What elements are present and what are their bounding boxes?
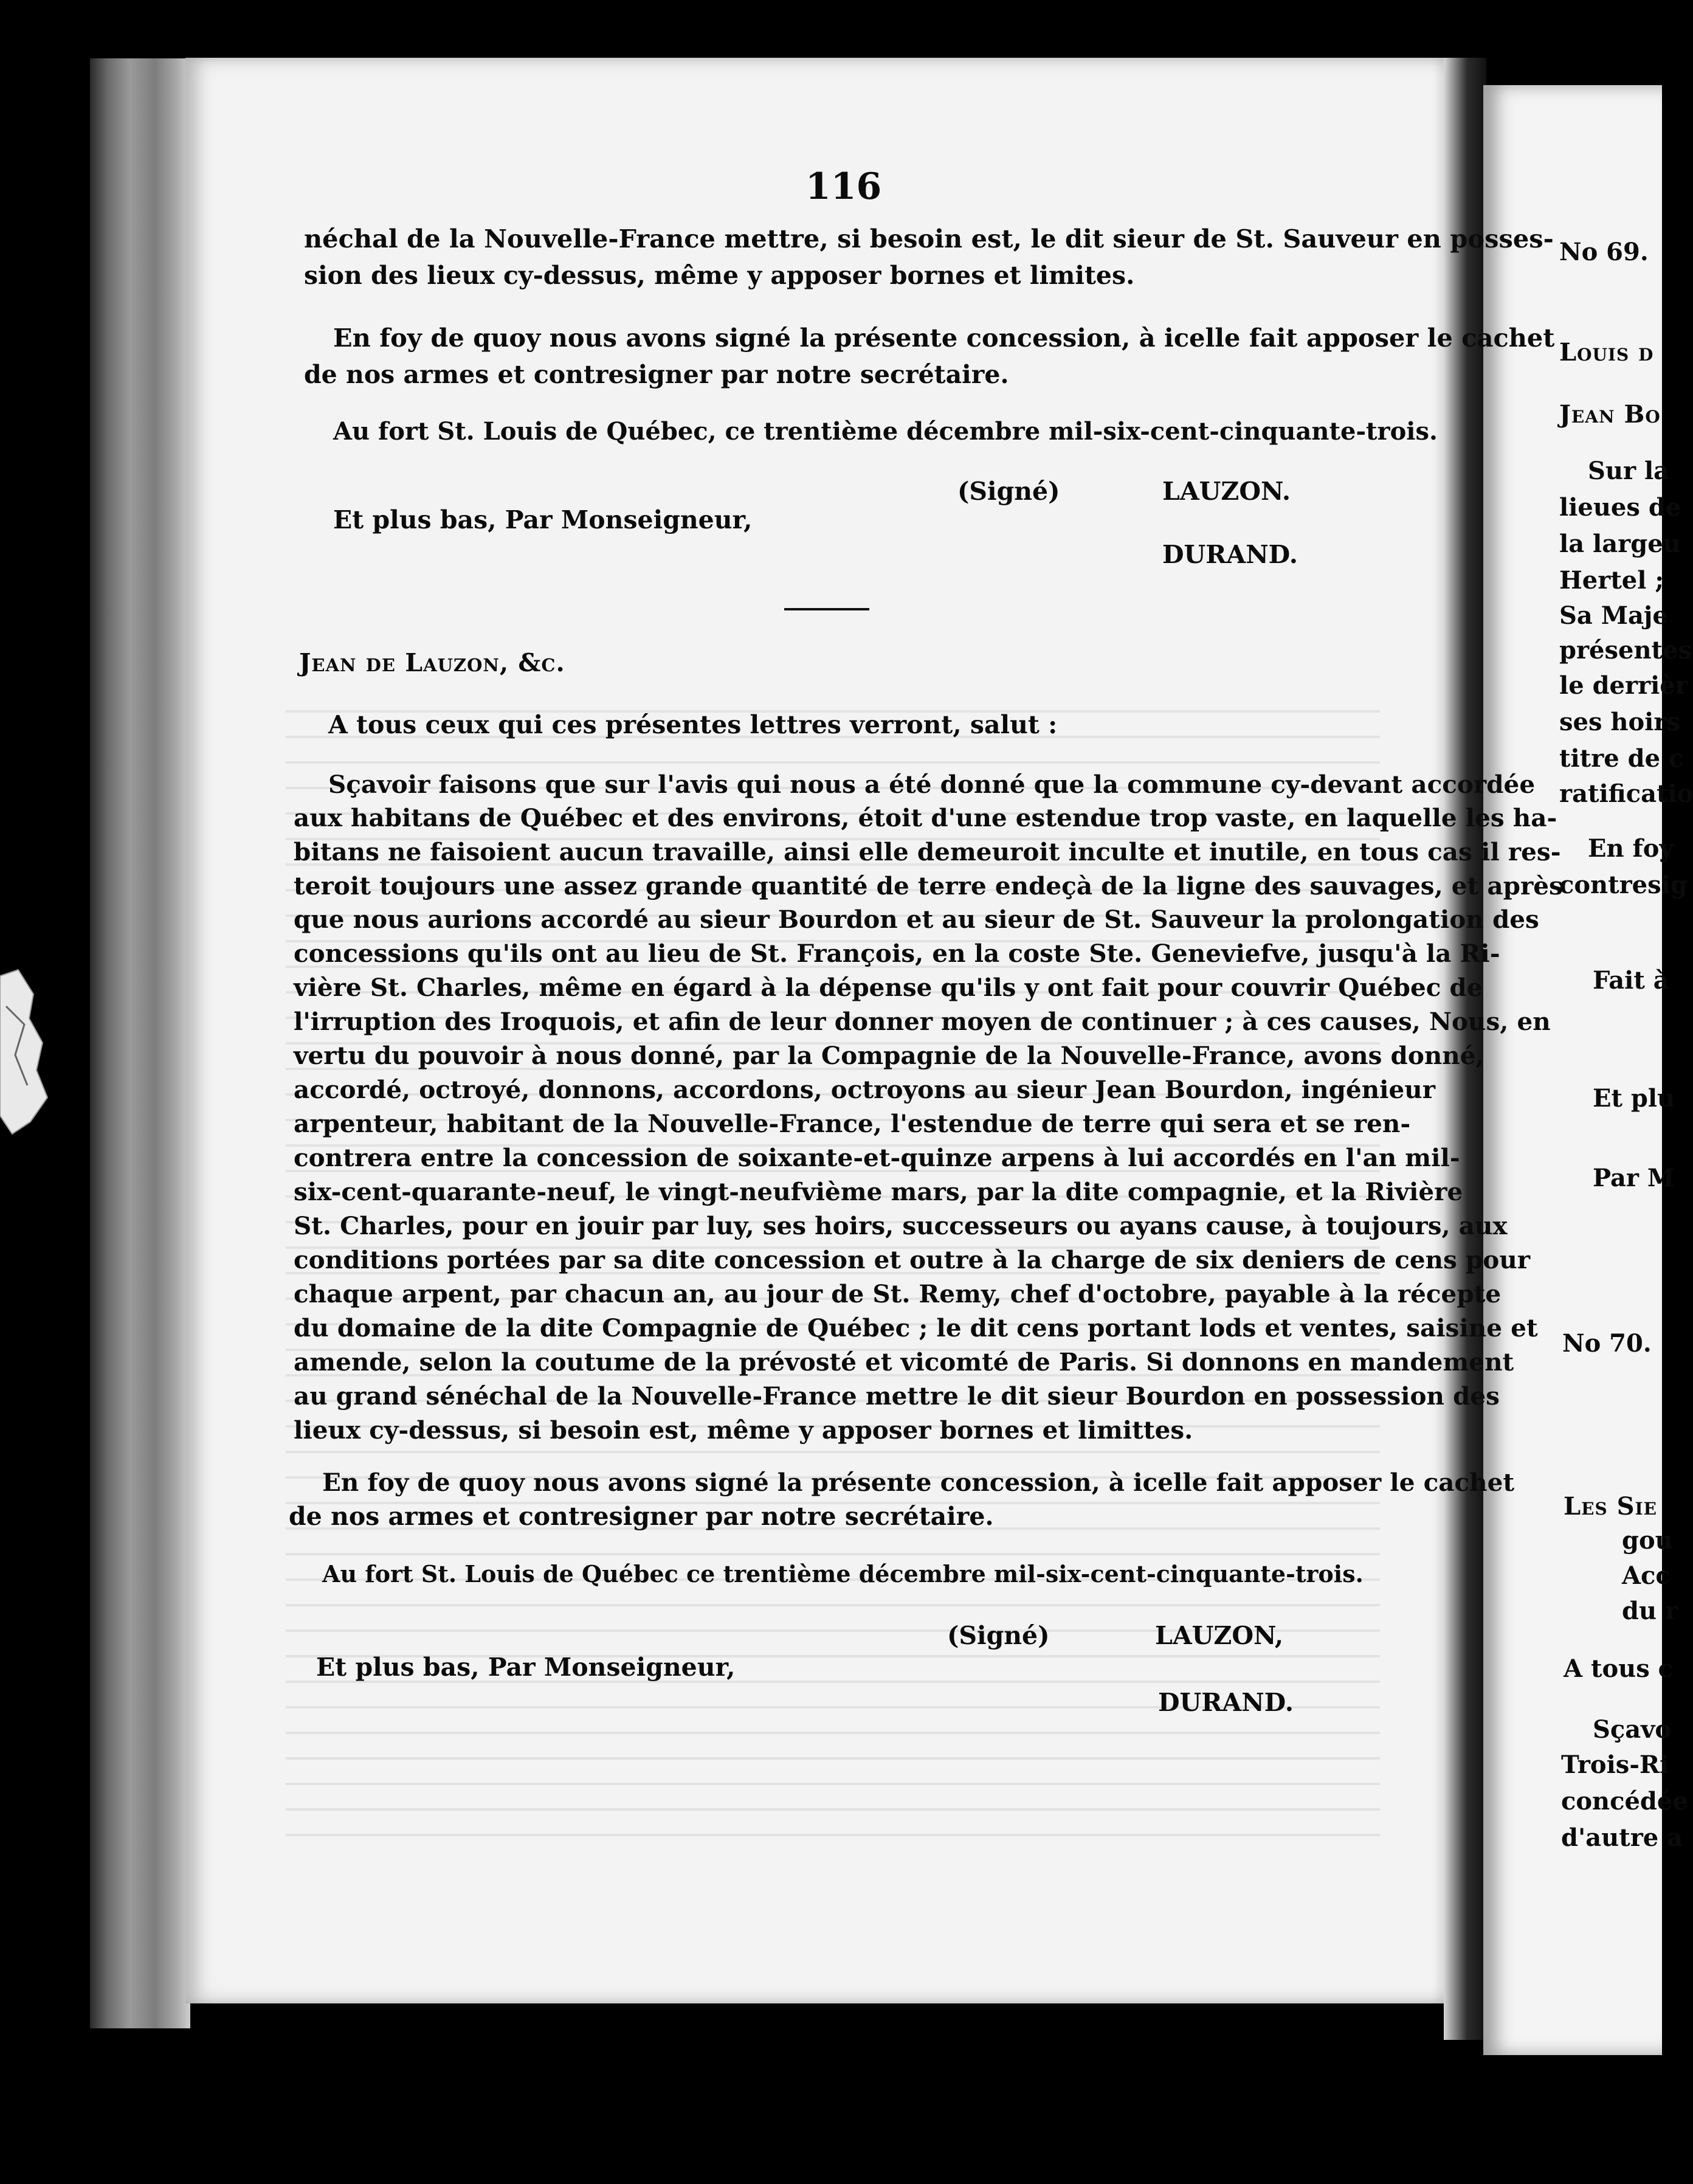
body-line: vière St. Charles, même en égard à la dépense qu'ils y ont fait pour couvrir Québec de <box>294 973 1483 1002</box>
signed-label: (Signé) <box>947 1621 1050 1650</box>
right-text-line: gou <box>1622 1526 1673 1555</box>
body-line: l'irruption des Iroquois, et afin de leur donner moyen de continuer ; à ces causes, Nous, en <box>294 1007 1551 1036</box>
body-line: au grand sénéchal de la Nouvelle-France mettre le dit sieur Bourdon en possession des <box>294 1381 1500 1411</box>
section-separator <box>784 608 869 610</box>
closing-line: Au fort St. Louis de Québec ce trentième décembre mil-six-cent-cinquante-trois. <box>322 1560 1364 1588</box>
torn-paper-scrap <box>0 970 49 1134</box>
right-text-line: concédée <box>1561 1787 1688 1816</box>
right-text-line: lieues de <box>1559 493 1681 522</box>
right-text-line: contresig <box>1559 871 1688 899</box>
right-text-line: Louis d <box>1559 338 1654 367</box>
right-text-line: Acc <box>1622 1561 1671 1590</box>
right-text-line: le derrièr <box>1559 671 1688 700</box>
text-line: sion des lieux cy-dessus, même y apposer bornes et limites. <box>304 261 1135 290</box>
closing-line: En foy de quoy nous avons signé la présente concession, à icelle fait apposer le cachet <box>322 1468 1515 1497</box>
text-line: de nos armes et contresigner par notre secrétaire. <box>304 360 1009 389</box>
right-text-line: Sa Maje <box>1559 601 1668 630</box>
body-line: contrera entre la concession de soixante-et-quinze arpens à lui accordés en l'an mil- <box>294 1143 1460 1172</box>
body-line: bitans ne faisoient aucun travaille, ainsi elle demeuroit inculte et inutile, en tous cas il res- <box>294 837 1561 866</box>
body-line: concessions qu'ils ont au lieu de St. François, en la coste Ste. Geneviefve, jusqu'à la Ri- <box>294 939 1500 968</box>
concession-heading: Jean de Lauzon, &c. <box>299 648 565 677</box>
right-text-line: Fait à <box>1593 966 1669 995</box>
body-line: du domaine de la dite Compagnie de Québec ; le dit cens portant lods et ventes, saisine et <box>294 1313 1538 1343</box>
right-text-line: Hertel ; <box>1559 566 1664 595</box>
salutation: A tous ceux qui ces présentes lettres verront, salut : <box>328 710 1058 739</box>
body-line: arpenteur, habitant de la Nouvelle-France, l'estendue de terre qui sera et se ren- <box>294 1109 1411 1138</box>
par-monseigneur: Et plus bas, Par Monseigneur, <box>316 1653 736 1682</box>
text-line: Et plus bas, Par Monseigneur, <box>333 505 753 534</box>
body-line: six-cent-quarante-neuf, le vingt-neufvième mars, par la dite compagnie, et la Rivière <box>294 1177 1463 1206</box>
body-line: aux habitans de Québec et des environs, étoit d'une estendue trop vaste, en laquelle les ha- <box>294 803 1557 832</box>
right-text-line: la largeu <box>1559 530 1681 558</box>
right-text-line: d'autre a <box>1561 1823 1683 1852</box>
text-line: Au fort St. Louis de Québec, ce trentième décembre mil-six-cent-cinquante-trois. <box>333 417 1438 446</box>
body-line: accordé, octroyé, donnons, accordons, octroyons au sieur Jean Bourdon, ingénieur <box>294 1075 1436 1104</box>
text-line: néchal de la Nouvelle-France mettre, si besoin est, le dit sieur de St. Sauveur en posses- <box>304 224 1554 254</box>
body-line: amende, selon la coutume de la prévosté et vicomté de Paris. Si donnons en mandement <box>294 1347 1514 1377</box>
body-line: vertu du pouvoir à nous donné, par la Compagnie de la Nouvelle-France, avons donné, <box>294 1041 1484 1070</box>
right-text-line: Et plu <box>1593 1084 1675 1113</box>
text-line: En foy de quoy nous avons signé la présente concession, à icelle fait apposer le cachet <box>333 323 1555 353</box>
right-text-line: ses hoirs <box>1559 708 1680 736</box>
right-text-line: du r <box>1622 1597 1678 1625</box>
right-text-line: En foy <box>1588 834 1674 863</box>
body-line: Sçavoir faisons que sur l'avis qui nous a été donné que la commune cy-devant accordée <box>328 770 1536 799</box>
body-line: chaque arpent, par chacun an, au jour de St. Remy, chef d'octobre, payable à la récepte <box>294 1279 1502 1308</box>
right-text-line: titre de c <box>1559 744 1684 773</box>
entry-number: No 70. <box>1562 1329 1652 1358</box>
signature-durand: DURAND. <box>1162 540 1298 569</box>
signature-lauzon: LAUZON, <box>1155 1621 1284 1650</box>
body-line: conditions portées par sa dite concession et outre à la charge de six deniers de cens pour <box>294 1245 1531 1274</box>
signature-lauzon: LAUZON. <box>1162 477 1291 506</box>
body-line: lieux cy-dessus, si besoin est, même y apposer bornes et limittes. <box>294 1415 1193 1445</box>
entry-number: No 69. <box>1559 238 1649 266</box>
page-number: 116 <box>805 165 882 208</box>
signature-durand: DURAND. <box>1158 1688 1294 1717</box>
body-line: que nous aurions accordé au sieur Bourdon et au sieur de St. Sauveur la prolongation des <box>294 905 1539 934</box>
body-line: St. Charles, pour en jouir par luy, ses hoirs, successeurs ou ayans cause, à toujours, aux <box>294 1211 1508 1240</box>
closing-line: de nos armes et contresigner par notre secrétaire. <box>289 1502 994 1531</box>
right-text-line: ratificatio <box>1559 779 1693 808</box>
right-text-line: Trois-Ri <box>1561 1750 1669 1779</box>
right-text-line: Jean Bo <box>1559 400 1661 429</box>
right-text-line: A tous c <box>1564 1654 1673 1683</box>
right-text-line: Les Sie <box>1564 1492 1657 1521</box>
signed-label: (Signé) <box>957 477 1060 506</box>
right-text-line: présentes <box>1559 636 1692 665</box>
right-text-line: Par M <box>1593 1164 1675 1192</box>
book-spine-edge <box>90 58 190 2028</box>
right-text-line: Sçavo <box>1593 1715 1672 1744</box>
body-line: teroit toujours une assez grande quantité de terre endeçà de la ligne des sauvages, et après <box>294 871 1563 900</box>
right-text-line: Sur la <box>1588 457 1670 485</box>
